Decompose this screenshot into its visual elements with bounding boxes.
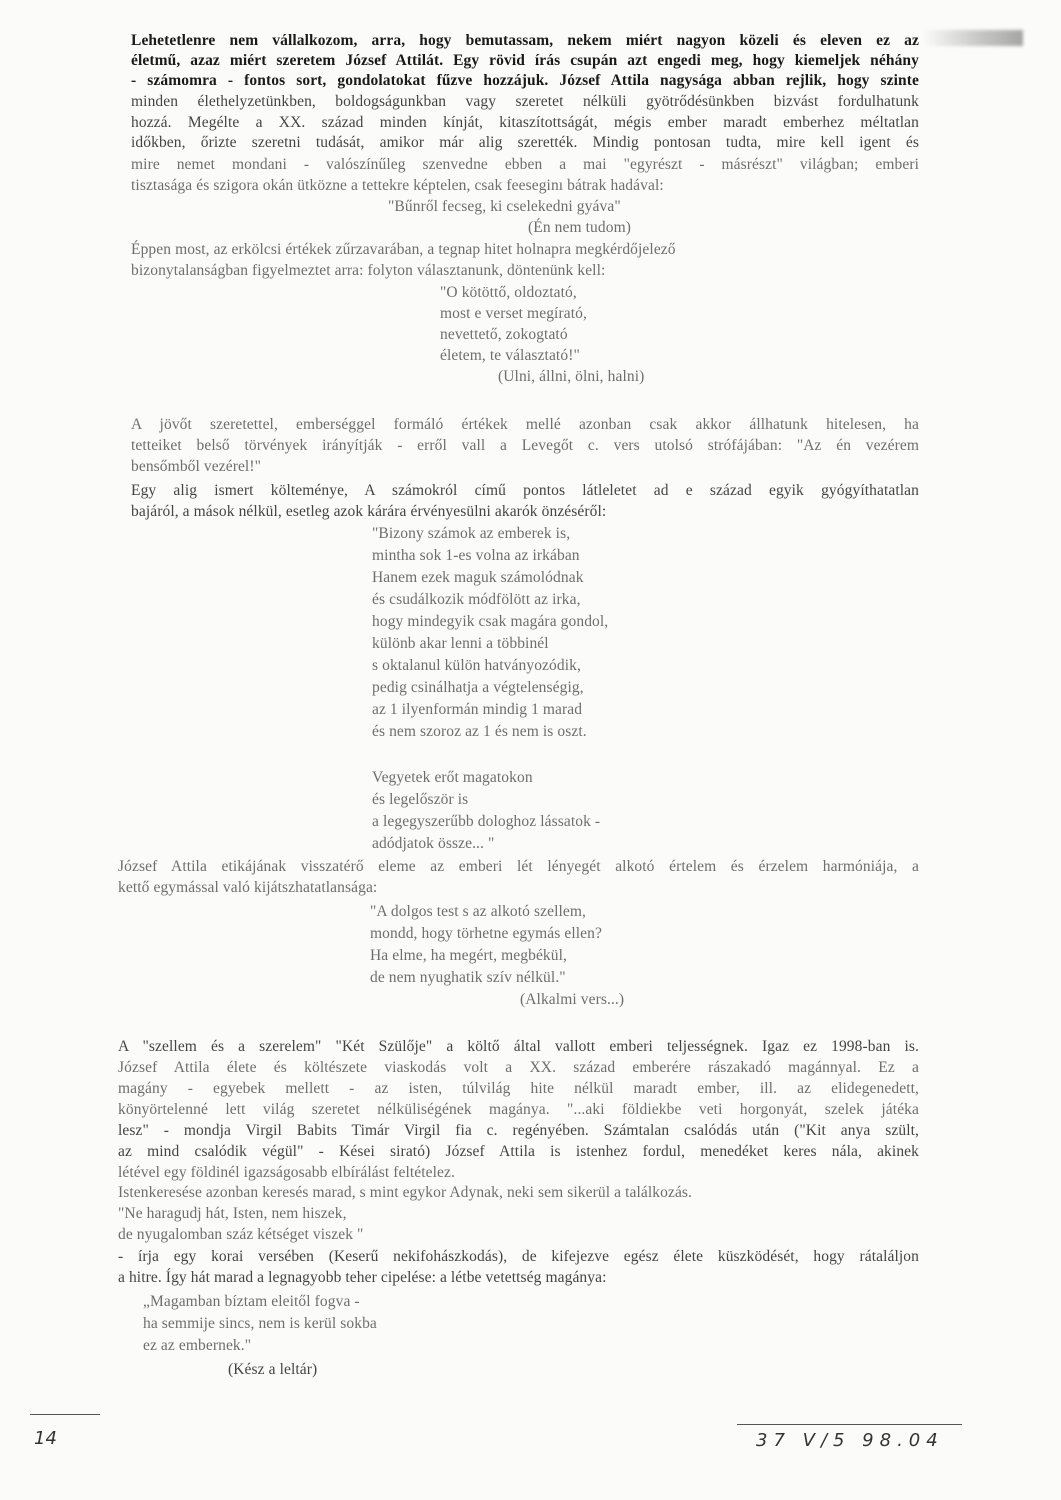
text-line: - számomra - fontos sort, gondolatokat fűzve hozzájuk. József Attila nagysága abban rejlik, hogy szinte [131,72,919,89]
quote-line: „Magamban bíztam eleitől fogva - [143,1293,360,1310]
quote-source: (Kész a leltár) [228,1361,318,1378]
quote-line: nevettető, zokogtató [440,326,568,343]
text-line: - írja egy korai versében (Keserű nekifohászkodás), de kifejezve egész élete küszködését, hogy rátaláljon [118,1248,919,1265]
text-line: életmű, azaz miért szeretem József Attilát. Egy rövid írás csupán azt engedi meg, hogy kiemeljek néhány [131,52,919,69]
quote-line: és csudálkozik módfölött az irka, [372,591,581,608]
scan-smudge [923,30,1023,46]
text-line: bajáról, a mások nélkül, esetleg azok kárára érvényesülni akarók önzéséről: [131,503,607,520]
quote-line: életem, te választató!" [440,347,580,364]
quote-line: különb akar lenni a többinél [372,635,549,652]
text-line: kettő egymással való kijátszhatatlansága: [118,879,378,896]
text-line: tisztasága és szigora okán ütközne a tettekre képtelen, csak feeseginı bátrak hadával: [131,177,664,194]
quote-line: mondd, hogy törhetne egymás ellen? [370,925,602,942]
text-line: magány - egyebek mellett - az isten, túlvilág hite nélkül maradt ember, ill. az elidegenedett, [118,1080,919,1097]
text-line: A "szellem és a szerelem" "Két Szülője" a költő által vallott emberi teljességnek. Igaz ez 1998-ban is. [118,1038,919,1055]
quote-line: ez az embernek." [143,1337,252,1354]
quote-line: Vegyetek erőt magatokon [372,769,533,786]
quote-source: (Alkalmi vers...) [520,991,625,1008]
text-line: József Attila etikájának visszatérő eleme az emberi lét lényegét alkotó értelem és érzelem harmóniája, a [118,858,919,875]
quote-line: "O kötöttő, oldoztató, [440,284,577,301]
text-line: bizonytalanságban figyelmeztet arra: folyton választanunk, döntenünk kell: [131,262,606,279]
text-line: minden élethelyzetünkben, boldogságunkban vagy szeretet nélküli gyötrődésünkben bizvást fordulhatunk [131,93,919,110]
text-line: létével egy földinél igazságosabb elbírálást feltételez. [118,1164,455,1181]
quote-line: Ha elme, ha megért, megbékül, [370,947,568,964]
quote-line: és nem szoroz az 1 és nem is oszt. [372,723,587,740]
quote-source: (Ulni, állni, ölni, halni) [498,368,645,385]
handwritten-signature: 37 V/5 98.04 [756,1430,944,1451]
text-line: könyörtelenné lett világ szeretet nélküliségének magánya. "...aki földiekbe veti horgonyát, szelek játéka [118,1101,919,1118]
text-line: Egy alig ismert költeménye, A számokról című pontos látleletet ad e század egyik gyógyíthatatlan [131,482,919,499]
page-number: 14 [34,1428,57,1449]
quote-line: ha semmije sincs, nem is kerül sokba [143,1315,377,1332]
quote-line: hogy mindegyik csak magára gondol, [372,613,609,630]
text-line: József Attila élete és költészete viaskodás volt a XX. század emberére rászakadó magánnyal. Ez a [118,1059,919,1076]
quote-line: az 1 ilyenformán mindig 1 marad [372,701,583,718]
footer-rule-left [30,1414,100,1415]
text-line: Lehetetlenre nem vállalkozom, arra, hogy bemutassam, nekem miért nagyon közeli és eleven ez az [131,32,919,49]
quote-line: mintha sok 1-es volna az irkában [372,547,580,564]
quote-line: "Bűnről fecseg, ki cselekedni gyáva" [388,198,621,215]
text-line: Éppen most, az erkölcsi értékek zűrzavarában, a tegnap hitet holnapra megkérdőjelező [131,241,676,258]
quote-line: "Ne haragudj hát, Isten, nem hiszek, [118,1205,347,1222]
quote-line: a legegyszerűbb dologhoz lássatok - [372,813,601,830]
text-line: hozzá. Megélte a XX. század minden kínját, kitaszítottságát, mégis ember maradt emberhez méltatlan [131,114,919,131]
quote-line: Hanem ezek maguk számolódnak [372,569,584,586]
quote-line: de nem nyughatik szív nélkül." [370,969,566,986]
quote-line: "A dolgos test s az alkotó szellem, [370,903,587,920]
quote-line: "Bizony számok az emberek is, [372,525,571,542]
text-line: a hitre. Így hát marad a legnagyobb teher cipelése: a létbe vetettség magánya: [118,1269,607,1286]
quote-line: pedig csinálhatja a végtelenségig, [372,679,584,696]
quote-line: s oktalanul külön hatványozódik, [372,657,581,674]
text-line: időkben, őrizte szeretni tudását, amikor már alig szerették. Mindig pontosan tudta, mire kell igent és [131,134,919,151]
quote-line: de nyugalomban száz kétséget viszek " [118,1226,364,1243]
text-line: mire nemet mondani - valószínűleg szenvedne ebben a mai "egyrészt - másrészt" világban; emberi [131,156,919,173]
quote-source: (Én nem tudom) [528,219,631,236]
text-line: A jövőt szeretettel, emberséggel formáló értékek mellé azonban csak akkor állhatunk hitelesen, ha [131,416,919,433]
text-line: bensőmből vezérel!" [131,458,262,475]
text-line: tetteiket belső törvények irányítják - erről vall a Levegőt c. vers utolsó strófájában: "Az én vezérem [131,437,919,454]
quote-line: és legelőször is [372,791,469,808]
text-line: Istenkeresése azonban keresés marad, s mint egykor Adynak, neki sem sikerül a találkozás. [118,1184,693,1201]
quote-line: adódjatok össze... " [372,835,495,852]
text-line: lesz" - mondja Virgil Babits Timár Virgil fia c. regényében. Számtalan csalódás után ("Kit anya szült, [118,1122,919,1139]
quote-line: most e verset megírató, [440,305,587,322]
footer-rule-right [737,1424,962,1425]
text-line: az mind csalódik végül" - Kései sirató) József Attila is istenhez fordul, menedéket keres nála, akinek [118,1143,919,1160]
